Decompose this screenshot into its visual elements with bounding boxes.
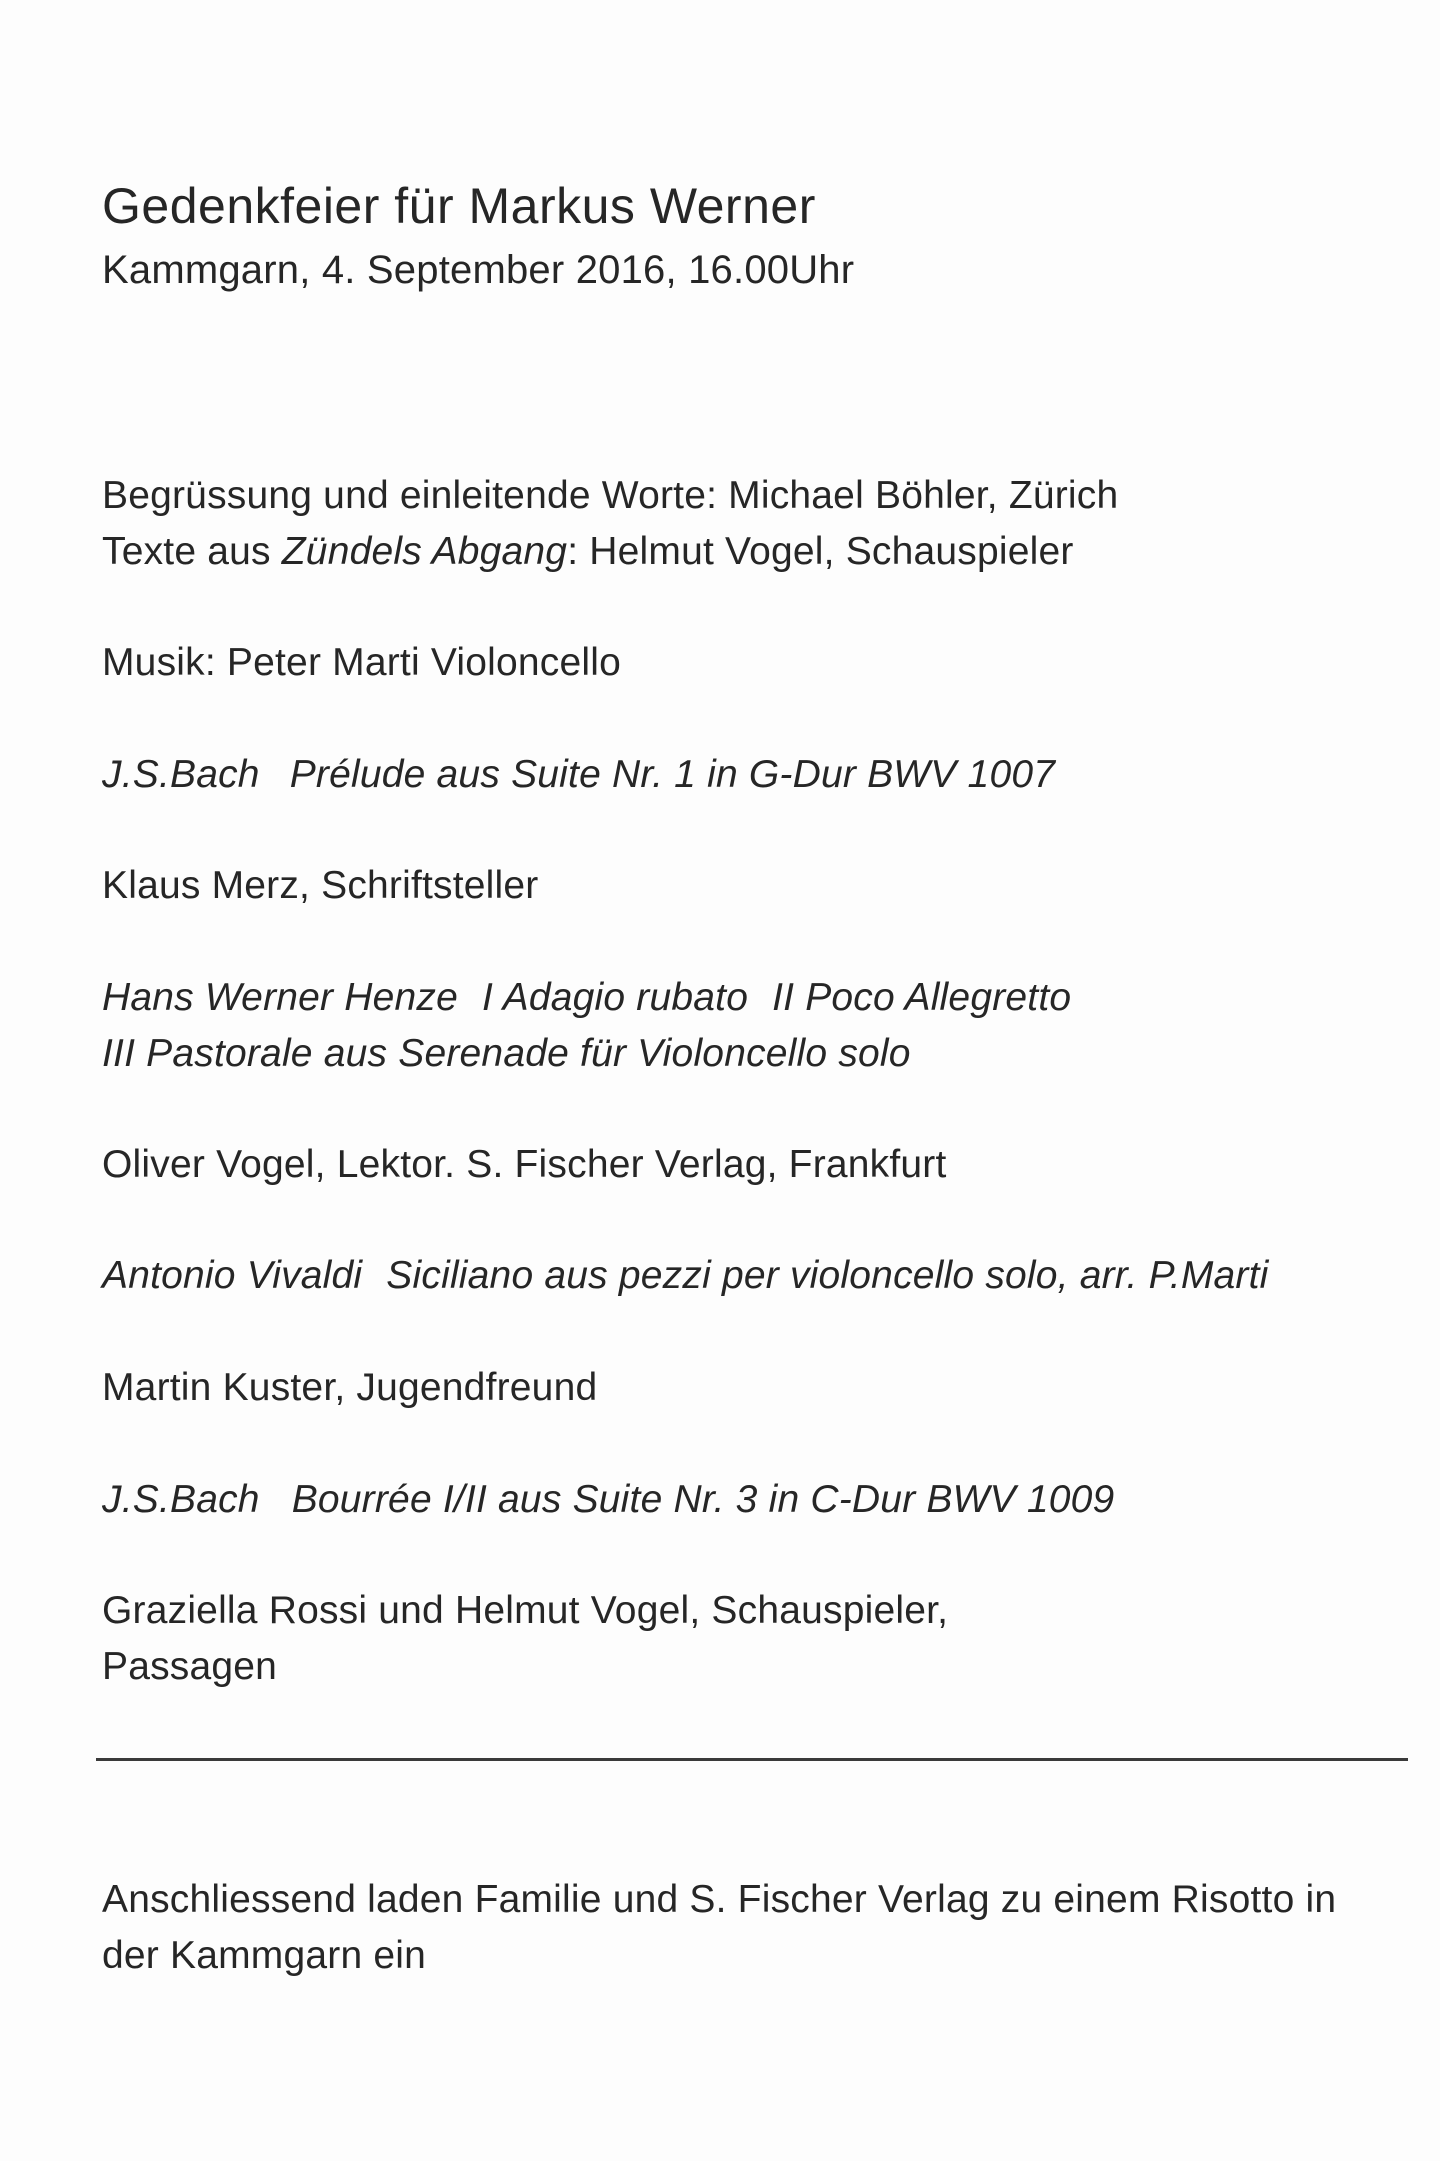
piece-henze-line2: III Pastorale aus Serenade für Violoncello solo bbox=[102, 1032, 911, 1075]
texts-line bbox=[102, 524, 1074, 580]
texts-suffix: : Helmut Vogel, Schauspieler bbox=[567, 530, 1074, 573]
event-date-location: Kammgarn, 4. September 2016, 16.00Uhr bbox=[102, 248, 855, 292]
speaker-martin-kuster: Martin Kuster, Jugendfreund bbox=[102, 1366, 598, 1409]
composer-name: Antonio Vivaldi bbox=[102, 1254, 363, 1297]
piece-title: Bourrée I/II aus Suite Nr. 3 in C-Dur BWV 1009 bbox=[291, 1478, 1115, 1521]
page-title: Gedenkfeier für Markus Werner bbox=[102, 178, 816, 234]
piece-henze-line1 bbox=[102, 970, 1071, 1026]
horizontal-divider bbox=[96, 1758, 1408, 1761]
greeting-line: Begrüssung und einleitende Worte: Michael Böhler, Zürich bbox=[102, 474, 1119, 517]
piece-title: Siciliano aus pezzi per violoncello solo, arr. P.Marti bbox=[386, 1254, 1269, 1297]
movement-title: II Poco Allegretto bbox=[772, 976, 1072, 1019]
movement-title: I Adagio rubato bbox=[482, 976, 749, 1019]
piece-vivaldi bbox=[102, 1248, 1269, 1304]
texts-prefix: Texte aus bbox=[102, 530, 282, 573]
composer-name: J.S.Bach bbox=[102, 1478, 260, 1521]
work-title: Zündels Abgang bbox=[281, 530, 568, 573]
composer-name: Hans Werner Henze bbox=[102, 976, 458, 1019]
composer-name: J.S.Bach bbox=[102, 753, 260, 796]
speaker-rossi-vogel-line2: Passagen bbox=[102, 1645, 278, 1688]
piece-bach-prelude bbox=[102, 747, 1055, 803]
invitation-line-1: Anschliessend laden Familie und S. Fischer Verlag zu einem Risotto in bbox=[102, 1878, 1337, 1921]
speaker-oliver-vogel: Oliver Vogel, Lektor. S. Fischer Verlag, Frankfurt bbox=[102, 1143, 947, 1186]
music-intro: Musik: Peter Marti Violoncello bbox=[102, 641, 621, 684]
speaker-rossi-vogel-line1: Graziella Rossi und Helmut Vogel, Schauspieler, bbox=[102, 1589, 949, 1632]
piece-bach-bourree bbox=[102, 1472, 1114, 1528]
piece-title: Prélude aus Suite Nr. 1 in G-Dur BWV 1007 bbox=[289, 753, 1056, 796]
speaker-klaus-merz: Klaus Merz, Schriftsteller bbox=[102, 864, 539, 907]
invitation-line-2: der Kammgarn ein bbox=[102, 1934, 427, 1977]
